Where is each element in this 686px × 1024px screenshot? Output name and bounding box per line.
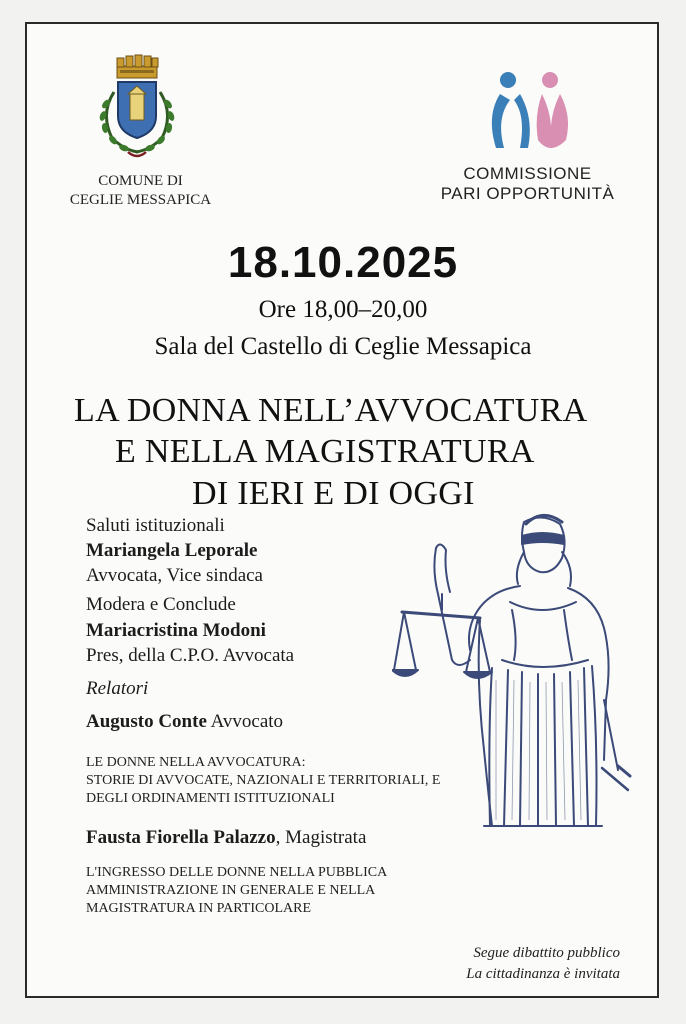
commissione-logo-icon <box>480 70 580 160</box>
event-date: 18.10.2025 <box>227 238 459 287</box>
speaker2-topic-line2: AMMINISTRAZIONE IN GENERALE E NELLA <box>86 883 376 898</box>
modera-name: Mariacristina Modoni <box>86 620 266 641</box>
speaker1-topic-line3: DEGLI ORDINAMENTI ISTITUZIONALI <box>86 791 335 806</box>
speaker2 <box>86 827 366 849</box>
commissione-name <box>420 164 635 204</box>
speaker2-topic-line1: L'INGRESSO DELLE DONNE NELLA PUBBLICA <box>86 865 388 880</box>
closing-note <box>380 943 620 985</box>
modera-role: Pres, della C.P.O. Avvocata <box>86 645 295 666</box>
title-line1: LA DONNA NELL’AVVOCATURA <box>74 392 588 429</box>
saluti-label: Saluti istituzionali <box>86 515 225 536</box>
relatori-label: Relatori <box>86 678 149 699</box>
comune-name <box>58 172 223 210</box>
closing-line2: La cittadinanza è invitata <box>466 966 620 982</box>
comune-line1: COMUNE DI <box>98 173 183 189</box>
speaker1-topic <box>86 754 440 808</box>
speaker2-topic <box>86 864 387 918</box>
speaker1-role: Avvocato <box>206 711 284 732</box>
commissione-line2: PARI OPPORTUNITÀ <box>440 184 615 203</box>
commissione-line1: COMMISSIONE <box>463 164 592 183</box>
speaker1-topic-line1: LE DONNE NELLA AVVOCATURA: <box>86 755 306 770</box>
modera-label: Modera e Conclude <box>86 594 236 615</box>
saluti-name: Mariangela Leporale <box>86 540 258 561</box>
speaker2-name: Fausta Fiorella Palazzo <box>86 827 276 848</box>
speaker2-role: , Magistrata <box>275 827 367 848</box>
event-hours: Ore 18,00–20,00 <box>258 296 428 323</box>
speaker1-topic-line2: STORIE DI AVVOCATE, NAZIONALI E TERRITORIALI, E <box>86 773 441 788</box>
event-venue: Sala del Castello di Ceglie Messapica <box>154 333 532 360</box>
speaker1-name: Augusto Conte <box>86 711 207 732</box>
speaker2-topic-line3: MAGISTRATURA IN PARTICOLARE <box>86 901 311 916</box>
title-line3: DI IERI E DI OGGI <box>192 475 475 512</box>
comune-crest-icon <box>92 52 182 164</box>
comune-line2: CEGLIE MESSAPICA <box>69 192 212 208</box>
closing-line1: Segue dibattito pubblico <box>473 945 620 961</box>
title-line2: E NELLA MAGISTRATURA <box>115 433 535 470</box>
crown-icon <box>117 55 158 78</box>
saluti-role: Avvocata, Vice sindaca <box>86 565 263 586</box>
speaker1 <box>86 711 283 733</box>
